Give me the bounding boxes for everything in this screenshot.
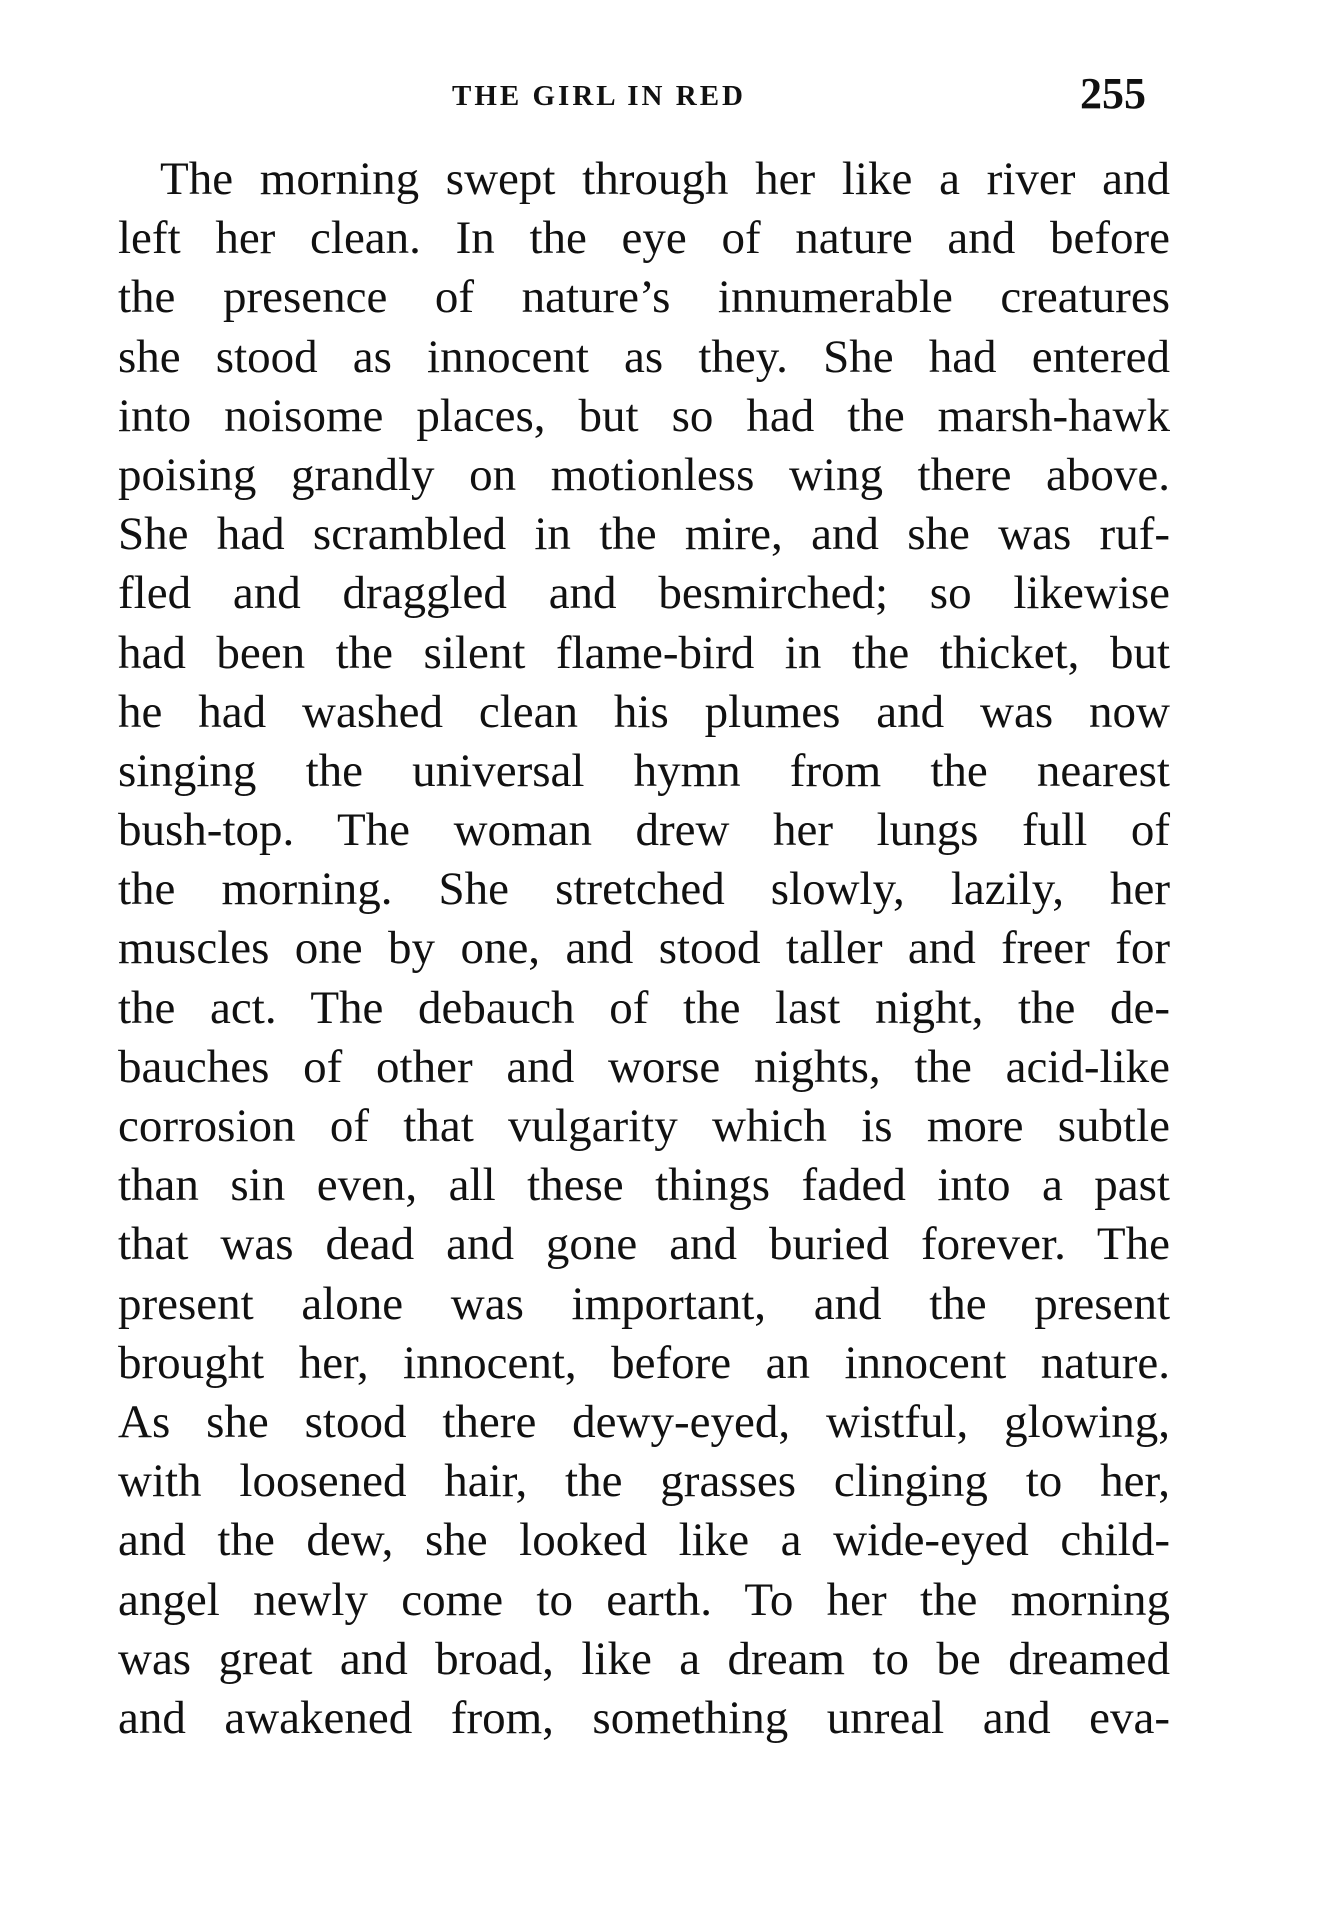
text-line: with loosened hair, the grasses clinging to her,: [118, 1455, 1170, 1508]
page-number: 255: [1080, 69, 1146, 118]
text-line: he had washed clean his plumes and was now: [118, 685, 1170, 738]
text-line: present alone was important, and the present: [118, 1277, 1170, 1330]
text-line: into noisome places, but so had the marsh-hawk: [118, 389, 1170, 442]
text-line: bush-top. The woman drew her lungs full of: [118, 804, 1170, 857]
text-line: had been the silent flame-bird in the thicket, but: [118, 626, 1170, 679]
body-paragraph: [118, 150, 1170, 1748]
text-line: she stood as innocent as they. She had entered: [118, 330, 1170, 383]
text-line: singing the universal hymn from the nearest: [118, 744, 1170, 797]
text-line: the presence of nature’s innumerable creatures: [118, 271, 1170, 324]
text-line: left her clean. In the eye of nature and before: [118, 212, 1170, 265]
text-line: brought her, innocent, before an innocent nature.: [118, 1336, 1170, 1389]
text-line: than sin even, all these things faded into a past: [118, 1159, 1170, 1212]
text-line: and the dew, she looked like a wide-eyed child-: [118, 1514, 1170, 1567]
running-header-title: THE GIRL IN RED: [452, 80, 746, 112]
text-line: angel newly come to earth. To her the morning: [118, 1573, 1170, 1626]
text-line: the morning. She stretched slowly, lazily, her: [118, 863, 1170, 916]
text-line: the act. The debauch of the last night, the de-: [118, 981, 1170, 1034]
text-line: that was dead and gone and buried forever. The: [118, 1218, 1170, 1271]
text-line: bauches of other and worse nights, the acid-like: [118, 1040, 1170, 1093]
text-line: The morning swept through her like a river and: [160, 153, 1170, 205]
text-line: She had scrambled in the mire, and she was ruf-: [118, 508, 1170, 561]
text-line: was great and broad, like a dream to be dreamed: [118, 1632, 1170, 1685]
text-line: and awakened from, something unreal and eva-: [118, 1691, 1170, 1744]
text-line: corrosion of that vulgarity which is more subtle: [118, 1100, 1170, 1152]
text-line: muscles one by one, and stood taller and freer for: [118, 922, 1170, 975]
text-line: As she stood there dewy-eyed, wistful, glowing,: [118, 1395, 1170, 1448]
text-line: poising grandly on motionless wing there above.: [118, 448, 1170, 501]
text-line: fled and draggled and besmirched; so likewise: [118, 567, 1170, 620]
